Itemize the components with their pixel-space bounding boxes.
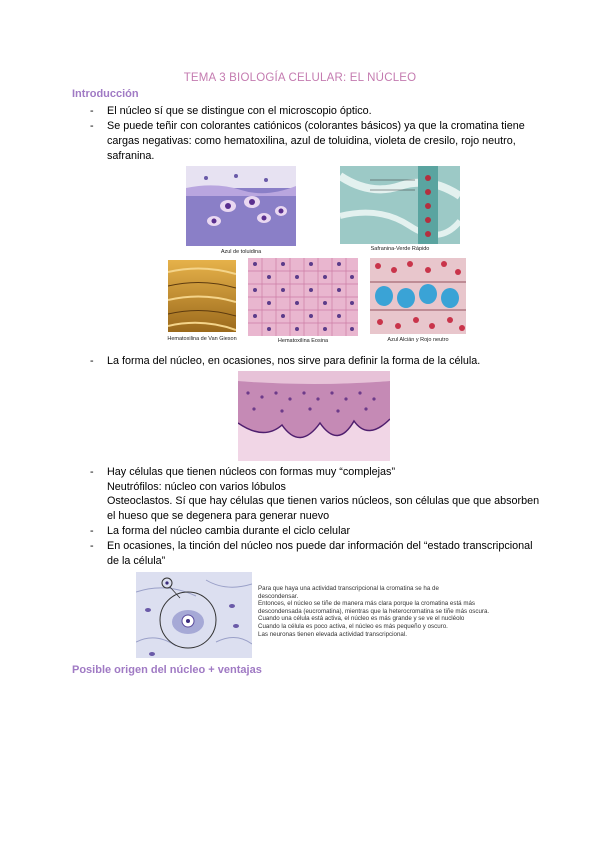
section-heading-intro: Introducción xyxy=(72,88,139,100)
paragraph-transcription-state: En ocasiones, la tinción del núcleo nos puede dar información del “estado transcripcional de la célula” xyxy=(107,540,533,567)
figure-annotation-line: Cuando una célula está activa, el núcleo es más grande y se ve el nucléolo xyxy=(258,615,465,623)
paragraph-complex-nuclei: Hay células que tienen núcleos con formas muy “complejas” xyxy=(107,466,396,478)
bullet-marker: - xyxy=(90,355,94,367)
micrograph-toluidine-blue xyxy=(186,166,296,246)
paragraph-stains: Se puede teñir con colorantes catiónicos (colorantes básicos) ya que la cromatina tiene cargas negativas: como hematoxilina, azul de toluidina, violeta de cresilo, rojo neutro, safranina. xyxy=(107,120,525,162)
paragraph-osteoclasts: Osteoclastos. Sí que hay células que tienen varios núcleos, son células que que absorben el hueso que se degenera para generar nuevo xyxy=(107,495,540,522)
caption-toluidine-blue: Azul de toluidina xyxy=(220,249,262,255)
section-heading-origin: Posible origen del núcleo + ventajas xyxy=(72,664,262,676)
micrograph-van-gieson xyxy=(168,260,236,332)
micrograph-neuron xyxy=(136,572,252,658)
figure-annotation-line: Para que haya una actividad transcripcional la cromatina se ha de xyxy=(258,585,439,592)
caption-alcian-blue: Azul Alcián y Rojo neutro xyxy=(387,337,449,343)
page-title: TEMA 3 BIOLOGÍA CELULAR: EL NÚCLEO xyxy=(183,72,417,84)
caption-safranin: Safranina-Verde Rápido xyxy=(370,246,430,252)
figure-annotation-line: descondensada (eucromatina), mientras que la heterocromatina se tiñe más oscura. xyxy=(258,607,490,615)
figure-annotation-line: Las neuronas tienen elevada actividad transcripcional. xyxy=(258,630,407,638)
micrograph-epithelium xyxy=(238,371,390,461)
bullet-marker: - xyxy=(90,525,94,537)
paragraph-cell-cycle: La forma del núcleo cambia durante el ciclo celular xyxy=(107,525,351,537)
micrograph-safranin xyxy=(340,166,460,244)
paragraph-neutrophils: Neutrófilos: núcleo con varios lóbulos xyxy=(107,481,286,493)
paragraph-cell-shape: La forma del núcleo, en ocasiones, nos sirve para definir la forma de la célula. xyxy=(107,355,481,367)
bullet-marker: - xyxy=(90,466,94,478)
paragraph-microscope: El núcleo sí que se distingue con el microscopio óptico. xyxy=(107,105,372,117)
figure-annotation-line: Entonces, el núcleo se tiñe de manera más clara porque la cromatina está más xyxy=(258,600,476,608)
caption-van-gieson: Hematoxilina de Van Gieson xyxy=(167,336,237,342)
micrograph-hematoxylin-eosin xyxy=(248,258,358,336)
bullet-marker: - xyxy=(90,120,94,132)
figure-annotation-line: descondensar. xyxy=(258,592,299,600)
figure-annotation-line: Cuando la célula es poco activa, el núcleo es más pequeño y oscuro. xyxy=(258,622,448,630)
micrograph-alcian-blue xyxy=(370,258,466,334)
bullet-marker: - xyxy=(90,105,94,117)
figure-annotation-transcription xyxy=(258,585,508,638)
bullet-marker: - xyxy=(90,540,94,552)
caption-hematoxylin-eosin: Hematoxilina Eosina xyxy=(277,338,329,344)
